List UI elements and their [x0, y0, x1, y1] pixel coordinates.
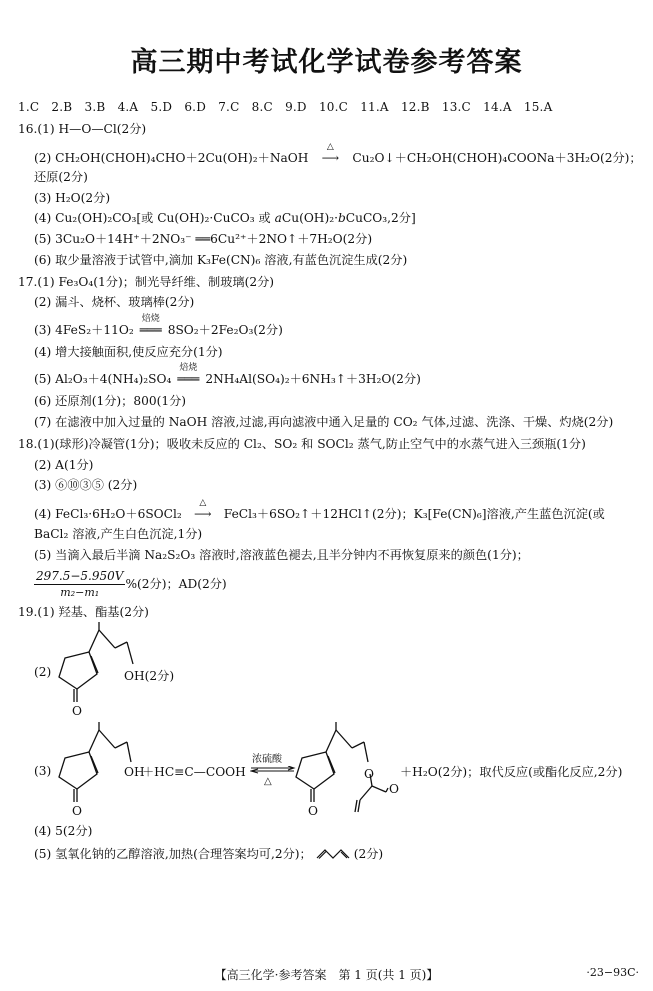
q17-line4: (4) 增大接触面积,使反应充分(1分)	[34, 345, 223, 359]
q16-line5: (4) Cu₂(OH)₂CO₃[或 Cu(OH)₂·CuCO₃ 或 aCu(OH)₂·bCuCO₃,2分]	[34, 211, 416, 225]
q16-line1: 16.(1) H—O—Cl(2分)	[18, 122, 147, 136]
acid-catalyst-label: 浓硫酸	[252, 754, 282, 765]
q19-propiolic-acid: ＋HC≡C—COOH	[142, 765, 246, 779]
q18-line7: $\frac{297.5-5.950V}{\text{m₂−m₁}}$ %(2分)；AD(2分)	[36, 569, 227, 599]
q17-line6: (6) 还原剂(1分)；800(1分)	[34, 394, 187, 408]
q17-line2: (2) 漏斗、烧杯、玻璃棒(2分)	[34, 295, 195, 309]
q19-line1: 19.(1) 羟基、酯基(2分)	[18, 605, 149, 619]
q19-oh-label: OH(2分)	[124, 669, 175, 683]
q19-ketone-o: O	[72, 704, 82, 718]
q18-line4: (4) FeCl₃·6H₂O＋6SOCl₂ △ ⟶ FeCl₃＋6SO₂↑＋12HCl↑(2分)；K₃[Fe(CN)₆]溶液,产生蓝色沉淀(或	[34, 498, 605, 521]
q16-line7: (6) 取少量溶液于试管中,滴加 K₃Fe(CN)₆ 溶液,有蓝色沉淀生成(2分)	[34, 253, 408, 267]
q16-line2: (2) CH₂OH(CHOH)₄CHO＋2Cu(OH)₂＋NaOH △ ⟶ Cu₂O↓＋CH₂OH(CHOH)₄COONa＋3H₂O(2分)；	[34, 142, 642, 165]
heat-label: △	[264, 776, 272, 787]
q19-reactant-o: O	[72, 804, 82, 818]
q17-line3: (3) 4FeS₂＋11O₂ 焙烧 ═══ 8SO₂＋2Fe₂O₃(2分)	[34, 314, 283, 337]
q18-line2: (2) A(1分)	[34, 458, 94, 472]
q18-line5: BaCl₂ 溶液,产生白色沉淀,1分)	[34, 527, 203, 541]
document-code: ·23−93C·	[586, 966, 639, 979]
q16-line4: (3) H₂O(2分)	[34, 191, 111, 205]
q17-line7: (7) 在滤液中加入过量的 NaOH 溶液,过滤,再向滤液中通入足量的 CO₂ 气体,过滤、洗涤、干燥、灼烧(2分)	[34, 415, 614, 429]
q18-line1: 18.(1)(球形)冷凝管(1分)；吸收未反应的 Cl₂、SO₂ 和 SOCl₂ 蒸气,防止空气中的水蒸气进入三颈瓶(1分)	[18, 437, 586, 451]
q18-line6: (5) 当滴入最后半滴 Na₂S₂O₃ 溶液时,溶液蓝色褪去,且半分钟内不再恢复原来的颜色(1分)；	[34, 548, 529, 562]
q17-line1: 17.(1) Fe₃O₄(1分)；制光导纤维、制玻璃(2分)	[18, 275, 275, 289]
q18-line3: (3) ⑥⑩③⑤ (2分)	[34, 478, 138, 492]
q19-line5: (5) 氢氧化钠的乙醇溶液,加热(合理答案均可,2分)； (2分)	[34, 847, 384, 861]
reaction-arrow	[250, 766, 296, 774]
heat-arrow: △ ⟶	[321, 142, 340, 165]
q16-line3: 还原(2分)	[34, 170, 88, 184]
q19-ester-o: O	[364, 767, 374, 781]
q19-part2-label: (2)	[34, 665, 52, 679]
q19-carbonyl-o: O	[389, 782, 399, 796]
page-title: 高三期中考试化学试卷参考答案	[130, 47, 523, 78]
q19-product-ketone-o: O	[308, 804, 318, 818]
q19-part3-label: (3)	[34, 764, 52, 778]
result-fraction: $\frac{297.5-5.950V}{\text{m₂−m₁}}$	[36, 569, 124, 599]
page-footer: 【高三化学·参考答案 第 1 页(共 1 页)】	[214, 968, 439, 982]
q19-line3-end: ＋H₂O(2分)；取代反应(或酯化反应,2分)	[400, 765, 623, 779]
q16-line6: (5) 3Cu₂O＋14H⁺＋2NO₃⁻ ══6Cu²⁺＋2NO↑＋7H₂O(2分)	[34, 232, 373, 246]
q19-reactant-oh: OH	[124, 765, 145, 779]
q19-line4: (4) 5(2分)	[34, 824, 93, 838]
q17-line5: (5) Al₂O₃＋4(NH₄)₂SO₄ 焙烧 ═══ 2NH₄Al(SO₄)₂＋6NH₃↑＋3H₂O(2分)	[34, 363, 421, 386]
multiple-choice-answers: 1.C 2.B 3.B 4.A 5.D 6.D 7.C 8.C 9.D 10.C 11.A 12.B 13.C 14.A 15.A	[18, 100, 553, 114]
diene-skeletal-structure	[316, 847, 350, 859]
